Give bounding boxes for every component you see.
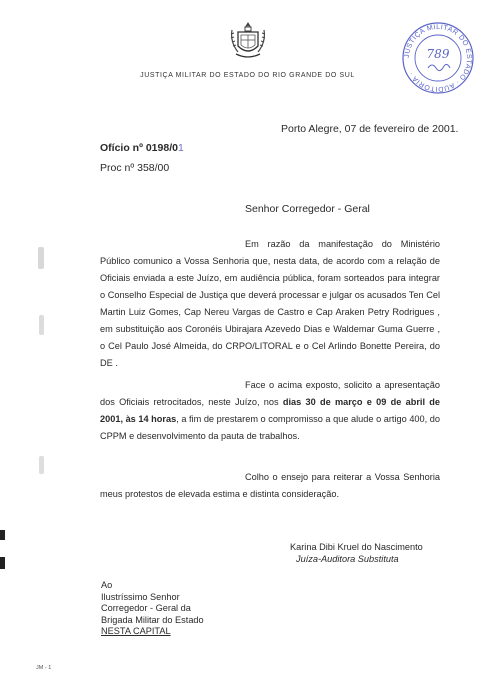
recipient-line: Ilustríssimo Senhor xyxy=(101,591,180,602)
scan-shadow xyxy=(39,315,44,335)
scan-shadow xyxy=(38,247,44,269)
paragraph-2-text-a: Face o acima exposto, solicito a apresentação dos Oficiais retrocitados, neste Juízo, nos xyxy=(100,380,440,407)
signatory-name: Karina Dibi Kruel do Nascimento xyxy=(290,542,423,552)
letter-date: Porto Alegre, 07 de fevereiro de 2001. xyxy=(281,123,459,135)
scan-shadow xyxy=(39,456,44,474)
paragraph-2-text-b: , a fim de prestarem o compromisso a que alude o artigo 400, do CPPM e desenvolvimento da pauta de trabalhos. xyxy=(100,414,440,441)
margin-mark xyxy=(0,557,5,569)
oficio-number xyxy=(100,142,184,154)
paragraph-3-text: Colho o ensejo para reiterar a Vossa Senhoria meus protestos de elevada estima e distinta consideração. xyxy=(100,472,440,499)
paragraph-2-bold: dias 30 de março e 09 de abril de 2001, às 14 horas xyxy=(100,397,440,424)
signature-block xyxy=(290,541,450,565)
recipient-block xyxy=(101,580,204,638)
paragraph-3 xyxy=(100,469,440,503)
paragraph-1-text: Em razão da manifestação do Ministério Público comunico a Vossa Senhoria que, nesta data, de acordo com a relação de Oficiais enviada a este Juízo, em audiência pública, foram sorteados para integrar o Conselho Especial de Justiça que deverá processar e julgar os acusados Ten Cel Martin Luiz Gomes, Cap Nereu Vargas de Castro e Cap Araken Petry Rodrigues , em substituição aos Coronéis Ubirajara Azevedo Dias e Waldemar Guma Guerre , o Cel Paulo José Almeida, do CRPO/LITORAL e o Cel Arlindo Bonette Pereira, do DE . xyxy=(100,239,440,368)
coat-of-arms-icon xyxy=(228,18,268,62)
oficio-prefix: Ofício nº 0198/0 xyxy=(100,142,178,154)
oficio-handwritten-digit: 1 xyxy=(177,142,184,154)
stamp-ring-text: JUSTIÇA MILITAR DO ESTADO · AUDITORIA · xyxy=(403,23,473,93)
margin-mark xyxy=(0,530,5,540)
paragraph-2 xyxy=(100,377,440,445)
salutation: Senhor Corregedor - Geral xyxy=(245,203,370,215)
institution-header: JUSTIÇA MILITAR DO ESTADO DO RIO GRANDE DO SUL xyxy=(140,72,355,79)
signatory-role: Juíza-Auditora Substituta xyxy=(296,554,399,564)
stamp-number: 789 xyxy=(426,47,450,61)
recipient-line: Corregedor - Geral da xyxy=(101,603,191,613)
recipient-capital: NESTA CAPITAL xyxy=(101,626,171,636)
recipient-line: Brigada Militar do Estado xyxy=(101,614,204,625)
process-number: Proc nº 358/00 xyxy=(100,162,170,174)
auditoria-stamp xyxy=(400,20,476,96)
paragraph-1 xyxy=(100,236,440,372)
form-code: JM - 1 xyxy=(36,665,52,671)
recipient-line: Ao xyxy=(101,580,113,590)
